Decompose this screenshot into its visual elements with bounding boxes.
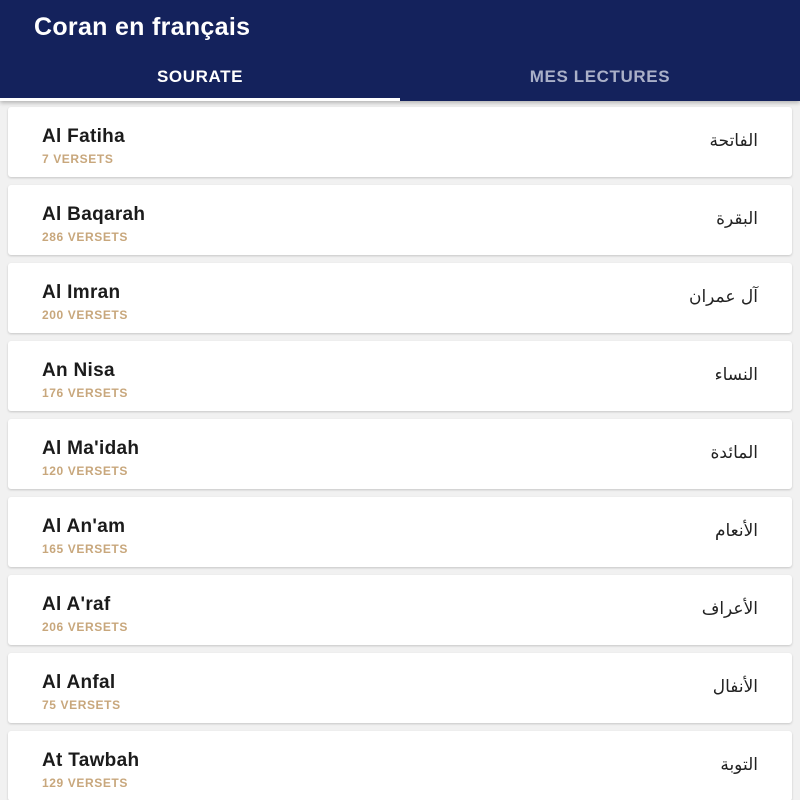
surah-verse-count: 165 VERSETS (42, 542, 128, 556)
tab-selected-indicator (0, 98, 400, 101)
surah-arabic-name: الأنعام (714, 521, 758, 541)
surah-verse-count: 200 VERSETS (42, 308, 128, 322)
surah-name: Al Anfal (42, 672, 116, 693)
surah-name: Al A'raf (42, 594, 111, 615)
app-title: Coran en français (34, 13, 251, 41)
surah-verse-count: 120 VERSETS (42, 464, 128, 478)
surah-card[interactable] (8, 185, 792, 255)
surah-arabic-name: آل عمران (688, 287, 758, 307)
surah-verse-count: 286 VERSETS (42, 230, 128, 244)
surah-name: At Tawbah (42, 750, 140, 771)
surah-card[interactable] (8, 263, 792, 333)
surah-verse-count: 206 VERSETS (42, 620, 128, 634)
surah-card[interactable] (8, 419, 792, 489)
surah-arabic-name: الأنفال (712, 677, 758, 697)
surah-card[interactable] (8, 497, 792, 567)
tab-sourate-label: SOURATE (156, 67, 244, 86)
surah-name: Al Baqarah (42, 204, 146, 225)
surah-name: Al Ma'idah (42, 438, 140, 459)
surah-arabic-name: الفاتحة (709, 131, 758, 151)
app-bar (0, 0, 800, 101)
surah-name: Al Imran (42, 282, 121, 303)
surah-arabic-name: الأعراف (701, 599, 758, 619)
surah-card[interactable] (8, 575, 792, 645)
surah-verse-count: 75 VERSETS (42, 698, 121, 712)
surah-arabic-name: البقرة (716, 209, 758, 229)
surah-verse-count: 176 VERSETS (42, 386, 128, 400)
surah-arabic-name: التوبة (720, 755, 758, 775)
surah-card[interactable] (8, 107, 792, 177)
tab-sourate[interactable] (0, 57, 400, 101)
surah-list[interactable] (0, 101, 800, 800)
surah-name: Al Fatiha (42, 126, 125, 147)
surah-verse-count: 129 VERSETS (42, 776, 128, 790)
surah-name: Al An'am (42, 516, 126, 537)
surah-card[interactable] (8, 341, 792, 411)
tab-mes-lectures-label: MES LECTURES (529, 67, 671, 86)
surah-arabic-name: المائدة (710, 443, 758, 463)
surah-name: An Nisa (42, 360, 115, 381)
surah-card[interactable] (8, 731, 792, 800)
surah-card[interactable] (8, 653, 792, 723)
surah-verse-count: 7 VERSETS (42, 152, 114, 166)
surah-arabic-name: النساء (714, 365, 758, 385)
tab-mes-lectures[interactable] (400, 57, 800, 101)
